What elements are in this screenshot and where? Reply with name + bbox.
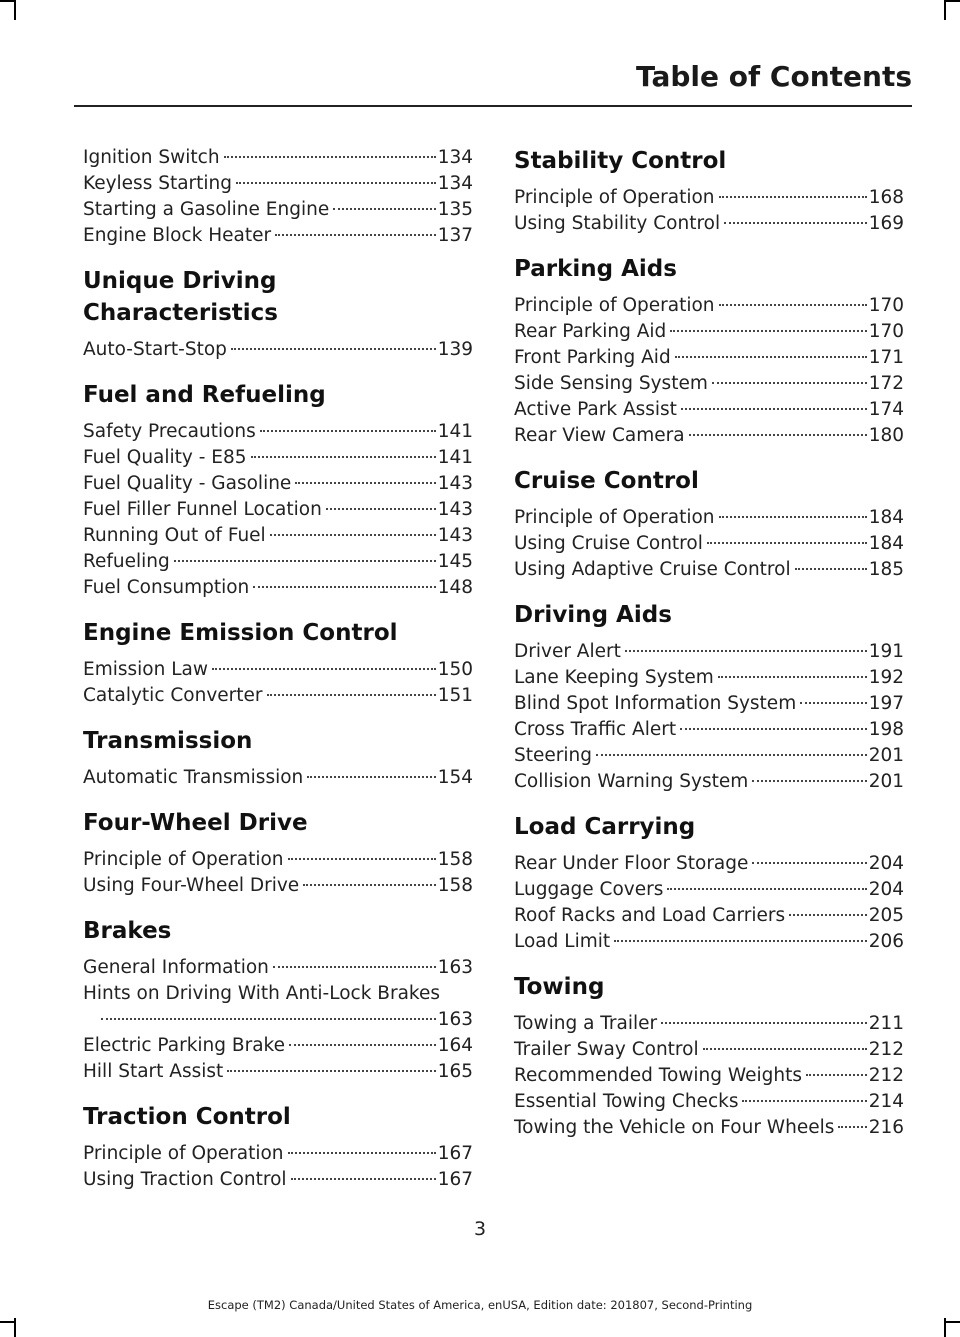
- toc-section: [83, 379, 473, 601]
- entry-page-number: 201: [868, 771, 904, 792]
- dot-leader: [101, 1018, 436, 1020]
- toc-entry[interactable]: [83, 1167, 473, 1193]
- toc-section: [514, 971, 904, 1141]
- toc-section: [83, 1101, 473, 1193]
- section-title: Cruise Control: [514, 468, 699, 494]
- toc-entry[interactable]: [514, 851, 904, 877]
- entry-label: Refueling: [83, 551, 170, 572]
- dot-leader: [719, 196, 867, 198]
- toc-section: [83, 725, 473, 791]
- entry-label: Principle of Operation: [514, 507, 715, 528]
- dot-leader: [724, 222, 867, 224]
- toc-entry[interactable]: [514, 423, 904, 449]
- dot-leader: [227, 1070, 435, 1072]
- toc-entry[interactable]: [514, 717, 904, 743]
- toc-entry[interactable]: [83, 171, 473, 197]
- dot-leader: [675, 356, 867, 358]
- dot-leader: [288, 858, 436, 860]
- toc-section: [514, 599, 904, 795]
- entry-page-number: 143: [437, 473, 473, 494]
- entry-label: Ignition Switch: [83, 147, 220, 168]
- entry-label: Keyless Starting: [83, 173, 233, 194]
- dot-leader: [291, 1178, 436, 1180]
- entry-label: Using Adaptive Cruise Control: [514, 559, 791, 580]
- dot-leader: [614, 940, 867, 942]
- crop-mark: [944, 0, 946, 20]
- toc-entry[interactable]: [514, 1063, 904, 1089]
- dot-leader: [307, 776, 435, 778]
- entry-label: Side Sensing System: [514, 373, 708, 394]
- entry-page-number: 211: [868, 1013, 904, 1034]
- toc-entry[interactable]: [83, 497, 473, 523]
- entry-page-number: 204: [868, 879, 904, 900]
- toc-entry[interactable]: [83, 1033, 473, 1059]
- dot-leader: [224, 156, 436, 158]
- entry-page-number: 135: [437, 199, 473, 220]
- toc-section: [514, 145, 904, 237]
- entry-label: Active Park Assist: [514, 399, 677, 420]
- entry-label: Rear Under Floor Storage: [514, 853, 749, 874]
- entry-label: Lane Keeping System: [514, 667, 714, 688]
- entry-page-number: 212: [868, 1065, 904, 1086]
- toc-entry[interactable]: [83, 1059, 473, 1085]
- entry-label: Engine Block Heater: [83, 225, 272, 246]
- entry-page-number: 134: [437, 173, 473, 194]
- dot-leader: [718, 676, 867, 678]
- entry-page-number: 143: [437, 499, 473, 520]
- toc-entry[interactable]: [83, 419, 473, 445]
- entry-label: Trailer Sway Control: [514, 1039, 699, 1060]
- entry-page-number: 148: [437, 577, 473, 598]
- toc-right-column: [514, 145, 904, 1157]
- entry-page-number: 201: [868, 745, 904, 766]
- entry-page-number: 150: [437, 659, 473, 680]
- entry-label: Steering: [514, 745, 592, 766]
- section-title: Load Carrying: [514, 814, 696, 840]
- entry-label: Recommended Towing Weights: [514, 1065, 802, 1086]
- toc-entry[interactable]: [83, 223, 473, 249]
- entry-label: Fuel Quality - Gasoline: [83, 473, 292, 494]
- entry-page-number: 134: [437, 147, 473, 168]
- entry-label: Principle of Operation: [514, 187, 715, 208]
- toc-entry[interactable]: [83, 471, 473, 497]
- section-title: Traction Control: [83, 1104, 291, 1130]
- toc-entry[interactable]: [83, 955, 473, 981]
- toc-entry[interactable]: [514, 319, 904, 345]
- dot-leader: [275, 234, 436, 236]
- entry-label: General Information: [83, 957, 269, 978]
- entry-page-number: 171: [868, 347, 904, 368]
- entry-label: Catalytic Converter: [83, 685, 263, 706]
- crop-mark: [14, 1318, 16, 1337]
- crop-mark: [946, 1321, 960, 1323]
- crop-mark: [946, 0, 960, 2]
- entry-label: Hill Start Assist: [83, 1061, 224, 1082]
- toc-section: [514, 465, 904, 583]
- entry-label: Using Traction Control: [83, 1169, 287, 1190]
- entry-page-number: 212: [868, 1039, 904, 1060]
- entry-label: Fuel Consumption: [83, 577, 250, 598]
- header-rule: [74, 105, 912, 107]
- dot-leader: [253, 586, 435, 588]
- toc-section: [83, 145, 473, 249]
- toc-entry[interactable]: [514, 293, 904, 319]
- entry-label: Essential Towing Checks: [514, 1091, 739, 1112]
- entry-label: Running Out of Fuel: [83, 525, 266, 546]
- toc-section: [83, 915, 473, 1085]
- entry-label: Luggage Covers: [514, 879, 664, 900]
- entry-label: Using Stability Control: [514, 213, 721, 234]
- dot-leader: [303, 884, 436, 886]
- dot-leader: [806, 1074, 867, 1076]
- entry-label: Principle of Operation: [83, 1143, 284, 1164]
- entry-page-number: 214: [868, 1091, 904, 1112]
- dot-leader: [789, 914, 867, 916]
- toc-entry[interactable]: [514, 665, 904, 691]
- entry-label: Principle of Operation: [514, 295, 715, 316]
- toc-entry[interactable]: [83, 1141, 473, 1167]
- section-title: Towing: [514, 974, 605, 1000]
- section-title: Unique Driving Characteristics: [83, 268, 278, 326]
- toc-entry[interactable]: [514, 1037, 904, 1063]
- entry-page-number: 167: [437, 1143, 473, 1164]
- toc-entry[interactable]: [83, 197, 473, 223]
- section-title: Four-Wheel Drive: [83, 810, 308, 836]
- entry-page-number: 169: [868, 213, 904, 234]
- toc-entry[interactable]: [514, 557, 904, 583]
- dot-leader: [625, 650, 867, 652]
- toc-section: [83, 807, 473, 899]
- toc-entry[interactable]: [514, 743, 904, 769]
- entry-label: Hints on Driving With Anti-Lock Brakes: [83, 983, 441, 1004]
- entry-page-number: 172: [868, 373, 904, 394]
- page-title: Table of Contents: [635, 60, 912, 93]
- dot-leader: [689, 434, 867, 436]
- entry-page-number: 167: [437, 1169, 473, 1190]
- toc-entry[interactable]: [83, 683, 473, 709]
- dot-leader: [295, 482, 435, 484]
- dot-leader: [596, 754, 867, 756]
- entry-page-number: 204: [868, 853, 904, 874]
- entry-label: Fuel Filler Funnel Location: [83, 499, 322, 520]
- entry-label: Principle of Operation: [83, 849, 284, 870]
- toc-entry[interactable]: [83, 981, 473, 1033]
- entry-label: Rear Parking Aid: [514, 321, 667, 342]
- entry-page-number: 139: [437, 339, 473, 360]
- toc-entry[interactable]: [514, 211, 904, 237]
- entry-label: Emission Law: [83, 659, 208, 680]
- entry-page-number: 198: [868, 719, 904, 740]
- dot-leader: [667, 888, 866, 890]
- entry-page-number: 184: [868, 533, 904, 554]
- dot-leader: [251, 456, 436, 458]
- dot-leader: [661, 1022, 867, 1024]
- entry-label: Fuel Quality - E85: [83, 447, 247, 468]
- dot-leader: [742, 1100, 866, 1102]
- dot-leader: [174, 560, 436, 562]
- entry-page-number: 158: [437, 875, 473, 896]
- toc-entry[interactable]: [83, 337, 473, 363]
- toc-entry[interactable]: [514, 531, 904, 557]
- dot-leader: [270, 534, 436, 536]
- dot-leader: [707, 542, 867, 544]
- entry-label: Towing a Trailer: [514, 1013, 658, 1034]
- toc-entry[interactable]: [83, 873, 473, 899]
- page-number: 3: [473, 1218, 487, 1240]
- dot-leader: [236, 182, 436, 184]
- dot-leader: [267, 694, 436, 696]
- entry-page-number: 184: [868, 507, 904, 528]
- dot-leader: [703, 1048, 867, 1050]
- entry-page-number: 205: [868, 905, 904, 926]
- toc-section: [83, 265, 473, 363]
- crop-mark: [0, 0, 14, 2]
- entry-label: Starting a Gasoline Engine: [83, 199, 330, 220]
- entry-page-number: 141: [437, 447, 473, 468]
- toc-entry[interactable]: [83, 765, 473, 791]
- section-title: Brakes: [83, 918, 172, 944]
- toc-entry[interactable]: [514, 929, 904, 955]
- crop-mark: [0, 1321, 14, 1323]
- entry-page-number: 170: [868, 295, 904, 316]
- entry-page-number: 168: [868, 187, 904, 208]
- entry-page-number: 185: [868, 559, 904, 580]
- entry-page-number: 151: [437, 685, 473, 706]
- section-title: Driving Aids: [514, 602, 672, 628]
- entry-label: Electric Parking Brake: [83, 1035, 285, 1056]
- dot-leader: [838, 1126, 866, 1128]
- dot-leader: [719, 516, 867, 518]
- dot-leader: [289, 1044, 436, 1046]
- dot-leader: [681, 408, 867, 410]
- toc-entry[interactable]: [83, 657, 473, 683]
- toc-section: [514, 253, 904, 449]
- dot-leader: [719, 304, 867, 306]
- entry-page-number: 174: [868, 399, 904, 420]
- toc-entry[interactable]: [83, 523, 473, 549]
- entry-label: Collision Warning System: [514, 771, 749, 792]
- entry-page-number: 154: [437, 767, 473, 788]
- entry-label: Front Parking Aid: [514, 347, 671, 368]
- entry-label: Safety Precautions: [83, 421, 256, 442]
- entry-page-number: 164: [437, 1035, 473, 1056]
- entry-label: Rear View Camera: [514, 425, 685, 446]
- dot-leader: [326, 508, 436, 510]
- toc-entry[interactable]: [514, 371, 904, 397]
- dot-leader: [712, 382, 867, 384]
- toc-entry[interactable]: [514, 1115, 904, 1141]
- toc-entry[interactable]: [83, 549, 473, 575]
- toc-entry[interactable]: [514, 1089, 904, 1115]
- section-title: Parking Aids: [514, 256, 677, 282]
- dot-leader: [752, 862, 866, 864]
- dot-leader: [288, 1152, 436, 1154]
- entry-label: Cross Traffic Alert: [514, 719, 677, 740]
- toc-entry[interactable]: [83, 145, 473, 171]
- entry-label: Roof Racks and Load Carriers: [514, 905, 786, 926]
- entry-page-number: 197: [868, 693, 904, 714]
- dot-leader: [752, 780, 866, 782]
- section-title: Stability Control: [514, 148, 727, 174]
- entry-label: Using Cruise Control: [514, 533, 703, 554]
- entry-page-number: 165: [437, 1061, 473, 1082]
- entry-label: Towing the Vehicle on Four Wheels: [514, 1117, 835, 1138]
- toc-section: [83, 617, 473, 709]
- crop-mark: [14, 0, 16, 20]
- dot-leader: [800, 702, 866, 704]
- entry-label: Using Four-Wheel Drive: [83, 875, 300, 896]
- toc-entry[interactable]: [514, 877, 904, 903]
- section-title: Engine Emission Control: [83, 620, 398, 646]
- dot-leader: [670, 330, 866, 332]
- dot-leader: [795, 568, 867, 570]
- toc-entry[interactable]: [514, 185, 904, 211]
- toc-entry[interactable]: [83, 575, 473, 601]
- footer-text: Escape (TM2) Canada/United States of America, enUSA, Edition date: 201807, Second-Printing: [207, 1298, 753, 1312]
- entry-label: Auto-Start-Stop: [83, 339, 227, 360]
- entry-page-number: 163: [437, 957, 473, 978]
- entry-page-number: 191: [868, 641, 904, 662]
- section-title: Fuel and Refueling: [83, 382, 326, 408]
- entry-label: Driver Alert: [514, 641, 621, 662]
- toc-entry[interactable]: [514, 639, 904, 665]
- toc-entry[interactable]: [514, 691, 904, 717]
- dot-leader: [680, 728, 867, 730]
- toc-entry[interactable]: [514, 1011, 904, 1037]
- entry-label: Blind Spot Information System: [514, 693, 797, 714]
- toc-entry[interactable]: [514, 345, 904, 371]
- entry-page-number: 145: [437, 551, 473, 572]
- entry-page-number: 206: [868, 931, 904, 952]
- dot-leader: [273, 966, 436, 968]
- entry-label: Automatic Transmission: [83, 767, 304, 788]
- entry-page-number: 143: [437, 525, 473, 546]
- toc-entry[interactable]: [83, 445, 473, 471]
- dot-leader: [212, 668, 436, 670]
- dot-leader: [260, 430, 436, 432]
- entry-page-number: 158: [437, 849, 473, 870]
- toc-entry[interactable]: [514, 903, 904, 929]
- toc-section: [514, 811, 904, 955]
- toc-left-column: [83, 145, 473, 1209]
- entry-page-number: 141: [437, 421, 473, 442]
- dot-leader: [333, 208, 435, 210]
- entry-page-number: 180: [868, 425, 904, 446]
- entry-page-number: 137: [437, 225, 473, 246]
- section-title: Transmission: [83, 728, 253, 754]
- toc-entry[interactable]: [514, 505, 904, 531]
- toc-entry[interactable]: [514, 769, 904, 795]
- entry-page-number: 216: [868, 1117, 904, 1138]
- entry-label: Load Limit: [514, 931, 611, 952]
- entry-page-number: 192: [868, 667, 904, 688]
- entry-page-number: 170: [868, 321, 904, 342]
- toc-entry[interactable]: [514, 397, 904, 423]
- toc-entry[interactable]: [83, 847, 473, 873]
- entry-page-number: 163: [437, 1009, 473, 1030]
- dot-leader: [231, 348, 436, 350]
